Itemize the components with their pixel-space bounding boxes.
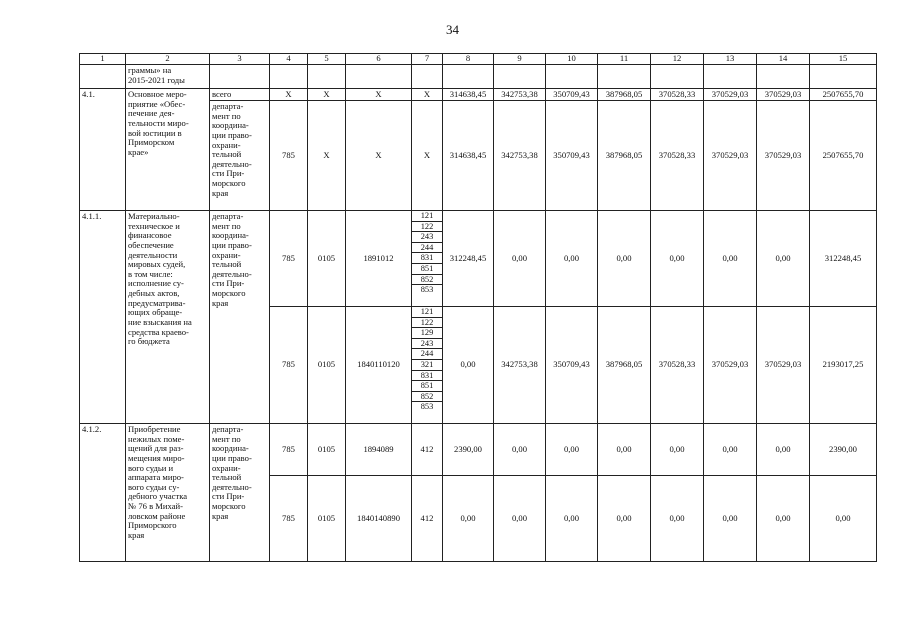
cell-value: 0,00 <box>757 211 810 307</box>
table-row <box>80 424 877 476</box>
cell-value: 2507655,70 <box>810 89 877 101</box>
cell-number: 4.1.2. <box>80 424 126 562</box>
vr-code: 831 <box>412 370 442 381</box>
cell-value: 342753,38 <box>494 307 546 424</box>
vr-code: 853 <box>420 285 434 295</box>
vr-code: 243 <box>412 338 442 349</box>
cell-value: 2507655,70 <box>810 101 877 211</box>
cell-value: 370528,33 <box>651 307 704 424</box>
cell-value: 0,00 <box>704 476 757 562</box>
cell-value: 0,00 <box>757 424 810 476</box>
cell-rz: 0105 <box>308 476 346 562</box>
cell-executor: департа- мент по координа- ции право- охрани- тельной деятельно- сти При- морского края <box>210 424 270 562</box>
cell-value: 0,00 <box>651 476 704 562</box>
cell <box>80 65 126 89</box>
table-row <box>80 89 877 101</box>
vr-code: 122 <box>412 221 442 232</box>
column-number: 12 <box>651 54 704 65</box>
column-number: 2 <box>126 54 210 65</box>
cell-rz: 0105 <box>308 424 346 476</box>
column-number: 3 <box>210 54 270 65</box>
vr-code: 244 <box>412 242 442 253</box>
vr-code: 122 <box>412 317 442 328</box>
cell-executor: департа- мент по координа- ции право- охрани- тельной деятельно- сти При- морского края <box>210 211 270 424</box>
cell-value: 342753,38 <box>494 101 546 211</box>
cell-csr: 1840110120 <box>346 307 412 424</box>
vr-code: 852 <box>412 391 442 402</box>
cell-value: 0,00 <box>651 424 704 476</box>
cell-grbs: 785 <box>270 476 308 562</box>
cell-value: 0,00 <box>443 476 494 562</box>
cell-value: X <box>346 89 412 101</box>
vr-code: 321 <box>412 359 442 370</box>
vr-code: 851 <box>412 381 442 392</box>
cell-name: Приобретение нежилых поме- щений для раз- мещения миро- вого судьи и аппарата миро- вого судьи су- дебного участка № 76 в Михай- ловском районе Приморского края <box>126 424 210 562</box>
cell-value: 0,00 <box>598 211 651 307</box>
cell-grbs: 785 <box>270 211 308 307</box>
column-number: 4 <box>270 54 308 65</box>
cell-rz: 0105 <box>308 307 346 424</box>
cell-vr: 412 <box>412 476 443 562</box>
page-number: 34 <box>446 22 459 37</box>
cell-value: 387968,05 <box>598 307 651 424</box>
column-number: 11 <box>598 54 651 65</box>
table-row <box>80 65 877 89</box>
cell-number: 4.1. <box>80 89 126 211</box>
cell-value: 350709,43 <box>546 89 598 101</box>
cell-name: Основное меро- приятие «Обес- печение дея- тельности миро- вой юстиции в Приморском крае» <box>126 89 210 211</box>
vr-code: 129 <box>412 328 442 339</box>
vr-code-list <box>412 211 442 295</box>
cell-grbs: 785 <box>270 424 308 476</box>
cell-value: 387968,05 <box>598 89 651 101</box>
cell-value: 0,00 <box>651 211 704 307</box>
cell-csr: 1840140890 <box>346 476 412 562</box>
column-number: 5 <box>308 54 346 65</box>
cell-value: 0,00 <box>546 211 598 307</box>
column-number: 6 <box>346 54 412 65</box>
cell-executor: всего <box>210 89 270 101</box>
cell-value: X <box>412 89 443 101</box>
cell-value: 2193017,25 <box>810 307 877 424</box>
vr-code: 244 <box>412 349 442 360</box>
cell-value: 0,00 <box>810 476 877 562</box>
vr-code: 831 <box>412 253 442 264</box>
column-number: 10 <box>546 54 598 65</box>
cell-value: 370528,33 <box>651 89 704 101</box>
cell-value: 0,00 <box>494 424 546 476</box>
cell-value: 342753,38 <box>494 89 546 101</box>
cell-value: 312248,45 <box>810 211 877 307</box>
cell-vr-list <box>412 307 443 424</box>
program-table <box>79 53 877 562</box>
vr-code: 851 <box>412 263 442 274</box>
cell-value: 0,00 <box>546 424 598 476</box>
cell-value: X <box>270 89 308 101</box>
cell-value: 350709,43 <box>546 101 598 211</box>
table-row <box>80 211 877 307</box>
cell-value: 370529,03 <box>704 307 757 424</box>
cell-value: X <box>308 101 346 211</box>
cell-value: 350709,43 <box>546 307 598 424</box>
cell-value: 0,00 <box>494 476 546 562</box>
cell-value: 314638,45 <box>443 101 494 211</box>
column-number: 1 <box>80 54 126 65</box>
vr-code-list <box>412 307 442 412</box>
column-number: 7 <box>412 54 443 65</box>
cell-csr: 1894089 <box>346 424 412 476</box>
cell-value: 387968,05 <box>598 101 651 211</box>
column-number: 14 <box>757 54 810 65</box>
cell-value: X <box>346 101 412 211</box>
cell-value: 0,00 <box>704 424 757 476</box>
column-number: 8 <box>443 54 494 65</box>
cell-value: 0,00 <box>494 211 546 307</box>
column-number: 15 <box>810 54 877 65</box>
cell-rz: 0105 <box>308 211 346 307</box>
cell-csr: 1891012 <box>346 211 412 307</box>
column-numbers-row <box>80 54 877 65</box>
cell-value: 370529,03 <box>757 89 810 101</box>
cell-value: 312248,45 <box>443 211 494 307</box>
cell-value: 314638,45 <box>443 89 494 101</box>
column-number: 13 <box>704 54 757 65</box>
cell-value: X <box>308 89 346 101</box>
cell-value: 785 <box>270 101 308 211</box>
cell-name: граммы» на 2015-2021 годы <box>126 65 210 89</box>
cell-number: 4.1.1. <box>80 211 126 424</box>
cell-executor: департа- мент по координа- ции право- охрани- тельной деятельно- сти При- морского края <box>210 101 270 211</box>
cell-value: 370528,33 <box>651 101 704 211</box>
cell-value: 0,00 <box>757 476 810 562</box>
cell-value: 0,00 <box>546 476 598 562</box>
cell-value: 0,00 <box>598 424 651 476</box>
cell-value: 0,00 <box>443 307 494 424</box>
cell-value: 370529,03 <box>757 307 810 424</box>
cell-vr-list <box>412 211 443 307</box>
cell-value: 2390,00 <box>443 424 494 476</box>
column-number: 9 <box>494 54 546 65</box>
cell-value: 370529,03 <box>704 101 757 211</box>
cell-value: 370529,03 <box>704 89 757 101</box>
vr-code: 853 <box>420 402 434 412</box>
vr-code: 121 <box>412 307 442 317</box>
vr-code: 243 <box>412 232 442 243</box>
cell-value: 370529,03 <box>757 101 810 211</box>
cell-value: X <box>412 101 443 211</box>
vr-code: 852 <box>412 274 442 285</box>
cell-value: 0,00 <box>598 476 651 562</box>
cell-name: Материально- техническое и финансовое обеспечение деятельности мировых судей, в том числе: исполнение су- дебных актов, предусматрива- ющих обраще- ние взыскания на средства краево- го бюджета <box>126 211 210 424</box>
vr-code: 121 <box>412 211 442 221</box>
cell-value: 0,00 <box>704 211 757 307</box>
cell-vr: 412 <box>412 424 443 476</box>
cell-grbs: 785 <box>270 307 308 424</box>
cell-value: 2390,00 <box>810 424 877 476</box>
